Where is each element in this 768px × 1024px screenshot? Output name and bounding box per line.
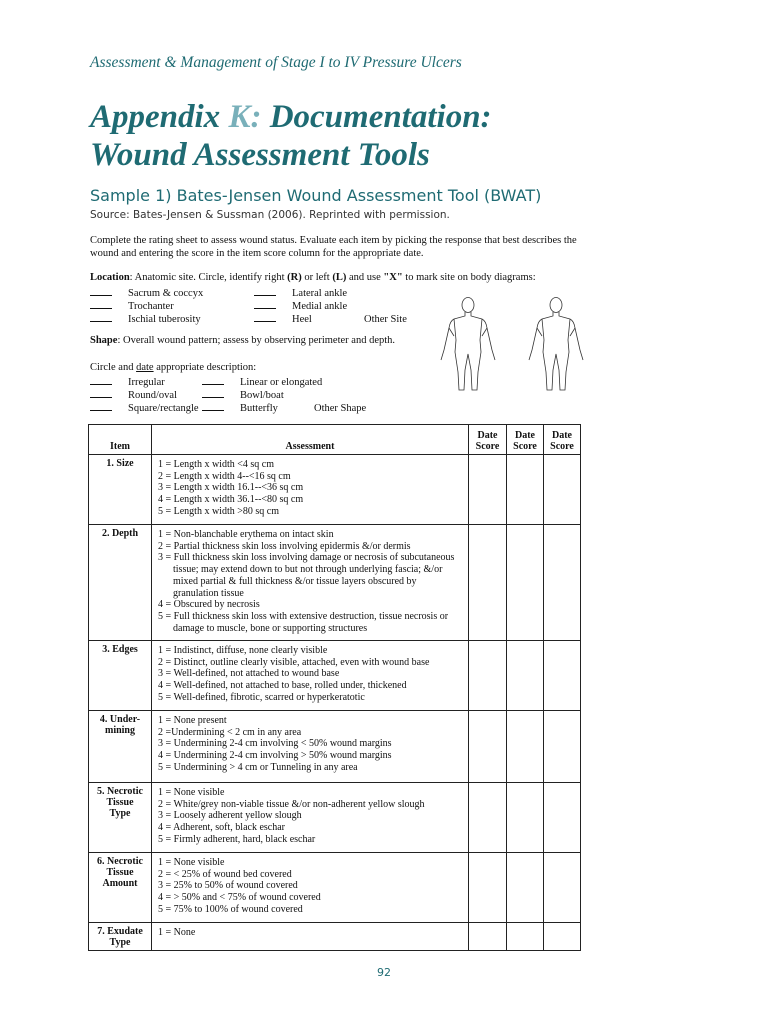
shape-option: Irregular: [128, 377, 165, 388]
assessment-option: 3 = Undermining 2-4 cm involving < 50% wound margins: [158, 738, 392, 750]
location-options: [90, 286, 407, 325]
item-label: mining: [104, 725, 135, 736]
assessment-option: 4 = Adherent, soft, black eschar: [158, 822, 285, 834]
page-number: 92: [377, 966, 391, 979]
assessment-option: mixed partial & full thickness &/or tissue layers obscured by: [173, 575, 417, 587]
score-cell[interactable]: [469, 525, 507, 641]
assessment-option: 2 = < 25% of wound bed covered: [158, 868, 292, 880]
score-cell[interactable]: [469, 853, 507, 923]
item-label: 7. Exudate: [97, 926, 143, 937]
item-cell: [89, 923, 152, 951]
score-cell[interactable]: [507, 455, 544, 525]
assessment-option: 4 = Well-defined, not attached to base, rolled under, thickened: [158, 680, 407, 692]
assessment-cell: [152, 923, 469, 951]
assessment-option: 3 = 25% to 50% of wound covered: [158, 880, 298, 892]
table-row: [89, 455, 581, 525]
circle-date: date: [136, 362, 154, 373]
blank-line[interactable]: [254, 286, 276, 296]
bwat-table: [88, 424, 581, 951]
assessment-option: 3 = Loosely adherent yellow slough: [158, 810, 302, 822]
location-option: Medial ankle: [292, 301, 348, 312]
location-end: to mark site on body diagrams:: [402, 272, 536, 283]
score-cell[interactable]: [507, 525, 544, 641]
assessment-cell: [152, 641, 469, 711]
header-score: Score: [475, 441, 500, 452]
item-label: 1. Size: [106, 458, 134, 469]
assessment-option: 1 = None present: [158, 715, 227, 726]
table-header-row: [89, 425, 581, 455]
assessment-option: 1 = None visible: [158, 857, 225, 868]
score-cell[interactable]: [469, 783, 507, 853]
shape-label: Shape: [90, 335, 118, 346]
assessment-option: 5 = Length x width >80 sq cm: [158, 505, 279, 517]
location-row: [90, 312, 407, 325]
score-cell[interactable]: [507, 641, 544, 711]
assessment-option: 1 = None visible: [158, 787, 225, 798]
page-title: [90, 98, 492, 174]
score-cell[interactable]: [544, 853, 581, 923]
score-cell[interactable]: [469, 641, 507, 711]
body-diagrams[interactable]: [428, 296, 600, 396]
assessment-option: 5 = Undermining > 4 cm or Tunneling in any area: [158, 761, 358, 773]
assessment-option: 3 = Full thickness skin loss involving damage or necrosis of subcutaneous: [158, 552, 455, 564]
assessment-cell: [152, 783, 469, 853]
shape-other: Other Shape: [314, 403, 367, 414]
item-cell: [89, 525, 152, 641]
body-front-figure[interactable]: [441, 298, 495, 391]
shape-row: [90, 388, 366, 401]
source-line: Source: Bates-Jensen & Sussman (2006). Reprinted with permission.: [90, 209, 450, 221]
table-row: [89, 641, 581, 711]
shape-heading: [90, 335, 395, 346]
score-cell[interactable]: [507, 923, 544, 951]
header-date: Date: [515, 430, 535, 441]
location-option: Lateral ankle: [292, 288, 348, 299]
table-row: [89, 853, 581, 923]
header-score: Score: [513, 441, 537, 452]
item-label: Type: [109, 808, 131, 819]
blank-line[interactable]: [90, 375, 112, 385]
item-label: Tissue: [106, 797, 134, 808]
location-l: (L): [332, 272, 347, 283]
location-other: Other Site: [364, 314, 407, 325]
shape-option: Butterfly: [240, 403, 278, 414]
assessment-option: 5 = Well-defined, fibrotic, scarred or hyperkeratotic: [158, 691, 365, 703]
assessment-cell: [152, 711, 469, 783]
shape-row: [90, 375, 366, 388]
item-label: 5. Necrotic: [97, 786, 143, 797]
assessment-cell: [152, 455, 469, 525]
assessment-option: 2 = White/grey non-viable tissue &/or non-adherent yellow slough: [158, 798, 425, 810]
assessment-cell: [152, 853, 469, 923]
header-date-score: [544, 425, 581, 455]
header-score: Score: [550, 441, 574, 452]
location-and: and use: [346, 272, 384, 283]
score-cell[interactable]: [544, 711, 581, 783]
item-label: 4. Under-: [99, 714, 141, 725]
assessment-option: 1 = Non-blanchable erythema on intact skin: [158, 529, 334, 540]
item-cell: [89, 711, 152, 783]
body-back-figure[interactable]: [529, 298, 583, 391]
blank-line[interactable]: [90, 286, 112, 296]
blank-line[interactable]: [202, 375, 224, 385]
location-option: Trochanter: [128, 301, 174, 312]
title-rest: Documentation:: [261, 99, 492, 135]
item-cell: [89, 783, 152, 853]
location-option: Ischial tuberosity: [128, 314, 201, 325]
circle-instruction: [90, 362, 256, 373]
assessment-option: 2 = Length x width 4--<16 sq cm: [158, 470, 291, 482]
location-option: Heel: [292, 314, 312, 325]
header-assessment: Assessment: [152, 425, 469, 455]
blank-line[interactable]: [90, 299, 112, 309]
score-cell[interactable]: [544, 455, 581, 525]
instructions: Complete the rating sheet to assess wound status. Evaluate each item by picking the response that best describes the wound and entering the score in the item score column for the appropriate date.: [90, 235, 577, 259]
header-date-score: [469, 425, 507, 455]
shape-options: [90, 375, 366, 414]
assessment-option: 4 = > 50% and < 75% of wound covered: [158, 892, 321, 904]
assessment-cell: [152, 525, 469, 641]
location-mid: or left: [301, 272, 333, 283]
shape-option: Square/rectangle: [128, 403, 199, 414]
item-label: 3. Edges: [102, 644, 138, 655]
item-cell: [89, 853, 152, 923]
location-row: [90, 299, 407, 312]
item-cell: [89, 641, 152, 711]
assessment-option: granulation tissue: [173, 587, 244, 599]
assessment-option: 4 = Undermining 2-4 cm involving > 50% wound margins: [158, 750, 392, 762]
blank-line[interactable]: [90, 401, 112, 411]
score-cell[interactable]: [469, 455, 507, 525]
shape-option: Round/oval: [128, 390, 177, 401]
item-label: 6. Necrotic: [97, 856, 143, 867]
score-cell[interactable]: [544, 641, 581, 711]
assessment-option: 3 = Well-defined, not attached to wound base: [158, 668, 340, 680]
sample-heading: Sample 1) Bates-Jensen Wound Assessment Tool (BWAT): [90, 186, 542, 205]
blank-line[interactable]: [202, 401, 224, 411]
blank-line[interactable]: [90, 388, 112, 398]
blank-line[interactable]: [90, 312, 112, 322]
title-letter: K:: [228, 99, 262, 135]
item-cell: [89, 455, 152, 525]
assessment-option: 3 = Length x width 16.1--<36 sq cm: [158, 482, 304, 494]
table-body: [89, 455, 581, 951]
item-label: Type: [109, 937, 131, 948]
blank-line[interactable]: [254, 312, 276, 322]
location-text: : Anatomic site. Circle, identify right: [129, 272, 288, 283]
title-prefix: Appendix: [90, 99, 229, 135]
circle-b: appropriate description:: [153, 362, 257, 373]
assessment-option: 4 = Length x width 36.1--<80 sq cm: [158, 494, 304, 506]
assessment-option: 1 = Length x width <4 sq cm: [158, 459, 274, 470]
table-row: [89, 783, 581, 853]
assessment-option: 4 = Obscured by necrosis: [158, 599, 260, 611]
location-row: [90, 286, 407, 299]
circle-a: Circle and: [90, 362, 137, 373]
header-item: Item: [89, 425, 152, 455]
table-row: [89, 525, 581, 641]
header-date: Date: [477, 430, 498, 441]
score-cell[interactable]: [507, 783, 544, 853]
assessment-option: tissue; may extend down to but not through underlying fascia; &/or: [173, 564, 443, 576]
assessment-option: 1 = Indistinct, diffuse, none clearly visible: [158, 645, 328, 656]
score-cell[interactable]: [507, 711, 544, 783]
header-date-score: [507, 425, 544, 455]
table-row: [89, 711, 581, 783]
shape-row: [90, 401, 366, 414]
assessment-option: damage to muscle, bone or supporting structures: [173, 622, 368, 634]
score-cell[interactable]: [544, 783, 581, 853]
assessment-option: 1 = None: [158, 927, 196, 938]
running-header: Assessment & Management of Stage I to IV Pressure Ulcers: [90, 54, 462, 71]
shape-text: : Overall wound pattern; assess by observing perimeter and depth.: [117, 335, 396, 346]
item-label: Amount: [102, 878, 138, 889]
assessment-option: 2 = Distinct, outline clearly visible, attached, even with wound base: [158, 656, 430, 668]
score-cell[interactable]: [544, 923, 581, 951]
score-cell[interactable]: [469, 711, 507, 783]
title-line2: Wound Assessment Tools: [90, 137, 430, 173]
shape-option: Bowl/boat: [240, 390, 284, 401]
location-x: "X": [383, 272, 403, 283]
score-cell[interactable]: [507, 853, 544, 923]
item-label: Tissue: [106, 867, 134, 878]
header-date: Date: [552, 430, 572, 441]
blank-line[interactable]: [254, 299, 276, 309]
location-label: Location: [90, 272, 130, 283]
shape-option: Linear or elongated: [240, 377, 323, 388]
assessment-option: 2 = Partial thickness skin loss involving epidermis &/or dermis: [158, 540, 411, 552]
assessment-option: 5 = Full thickness skin loss with extensive destruction, tissue necrosis or: [158, 610, 449, 622]
score-cell[interactable]: [469, 923, 507, 951]
assessment-option: 5 = Firmly adherent, hard, black eschar: [158, 833, 316, 845]
blank-line[interactable]: [202, 388, 224, 398]
item-label: 2. Depth: [101, 528, 139, 539]
location-option: Sacrum & coccyx: [128, 288, 204, 299]
location-heading: [90, 272, 536, 283]
location-r: (R): [287, 272, 302, 283]
score-cell[interactable]: [544, 525, 581, 641]
assessment-option: 2 =Undermining < 2 cm in any area: [158, 726, 302, 738]
table-row: [89, 923, 581, 951]
assessment-option: 5 = 75% to 100% of wound covered: [158, 903, 303, 915]
